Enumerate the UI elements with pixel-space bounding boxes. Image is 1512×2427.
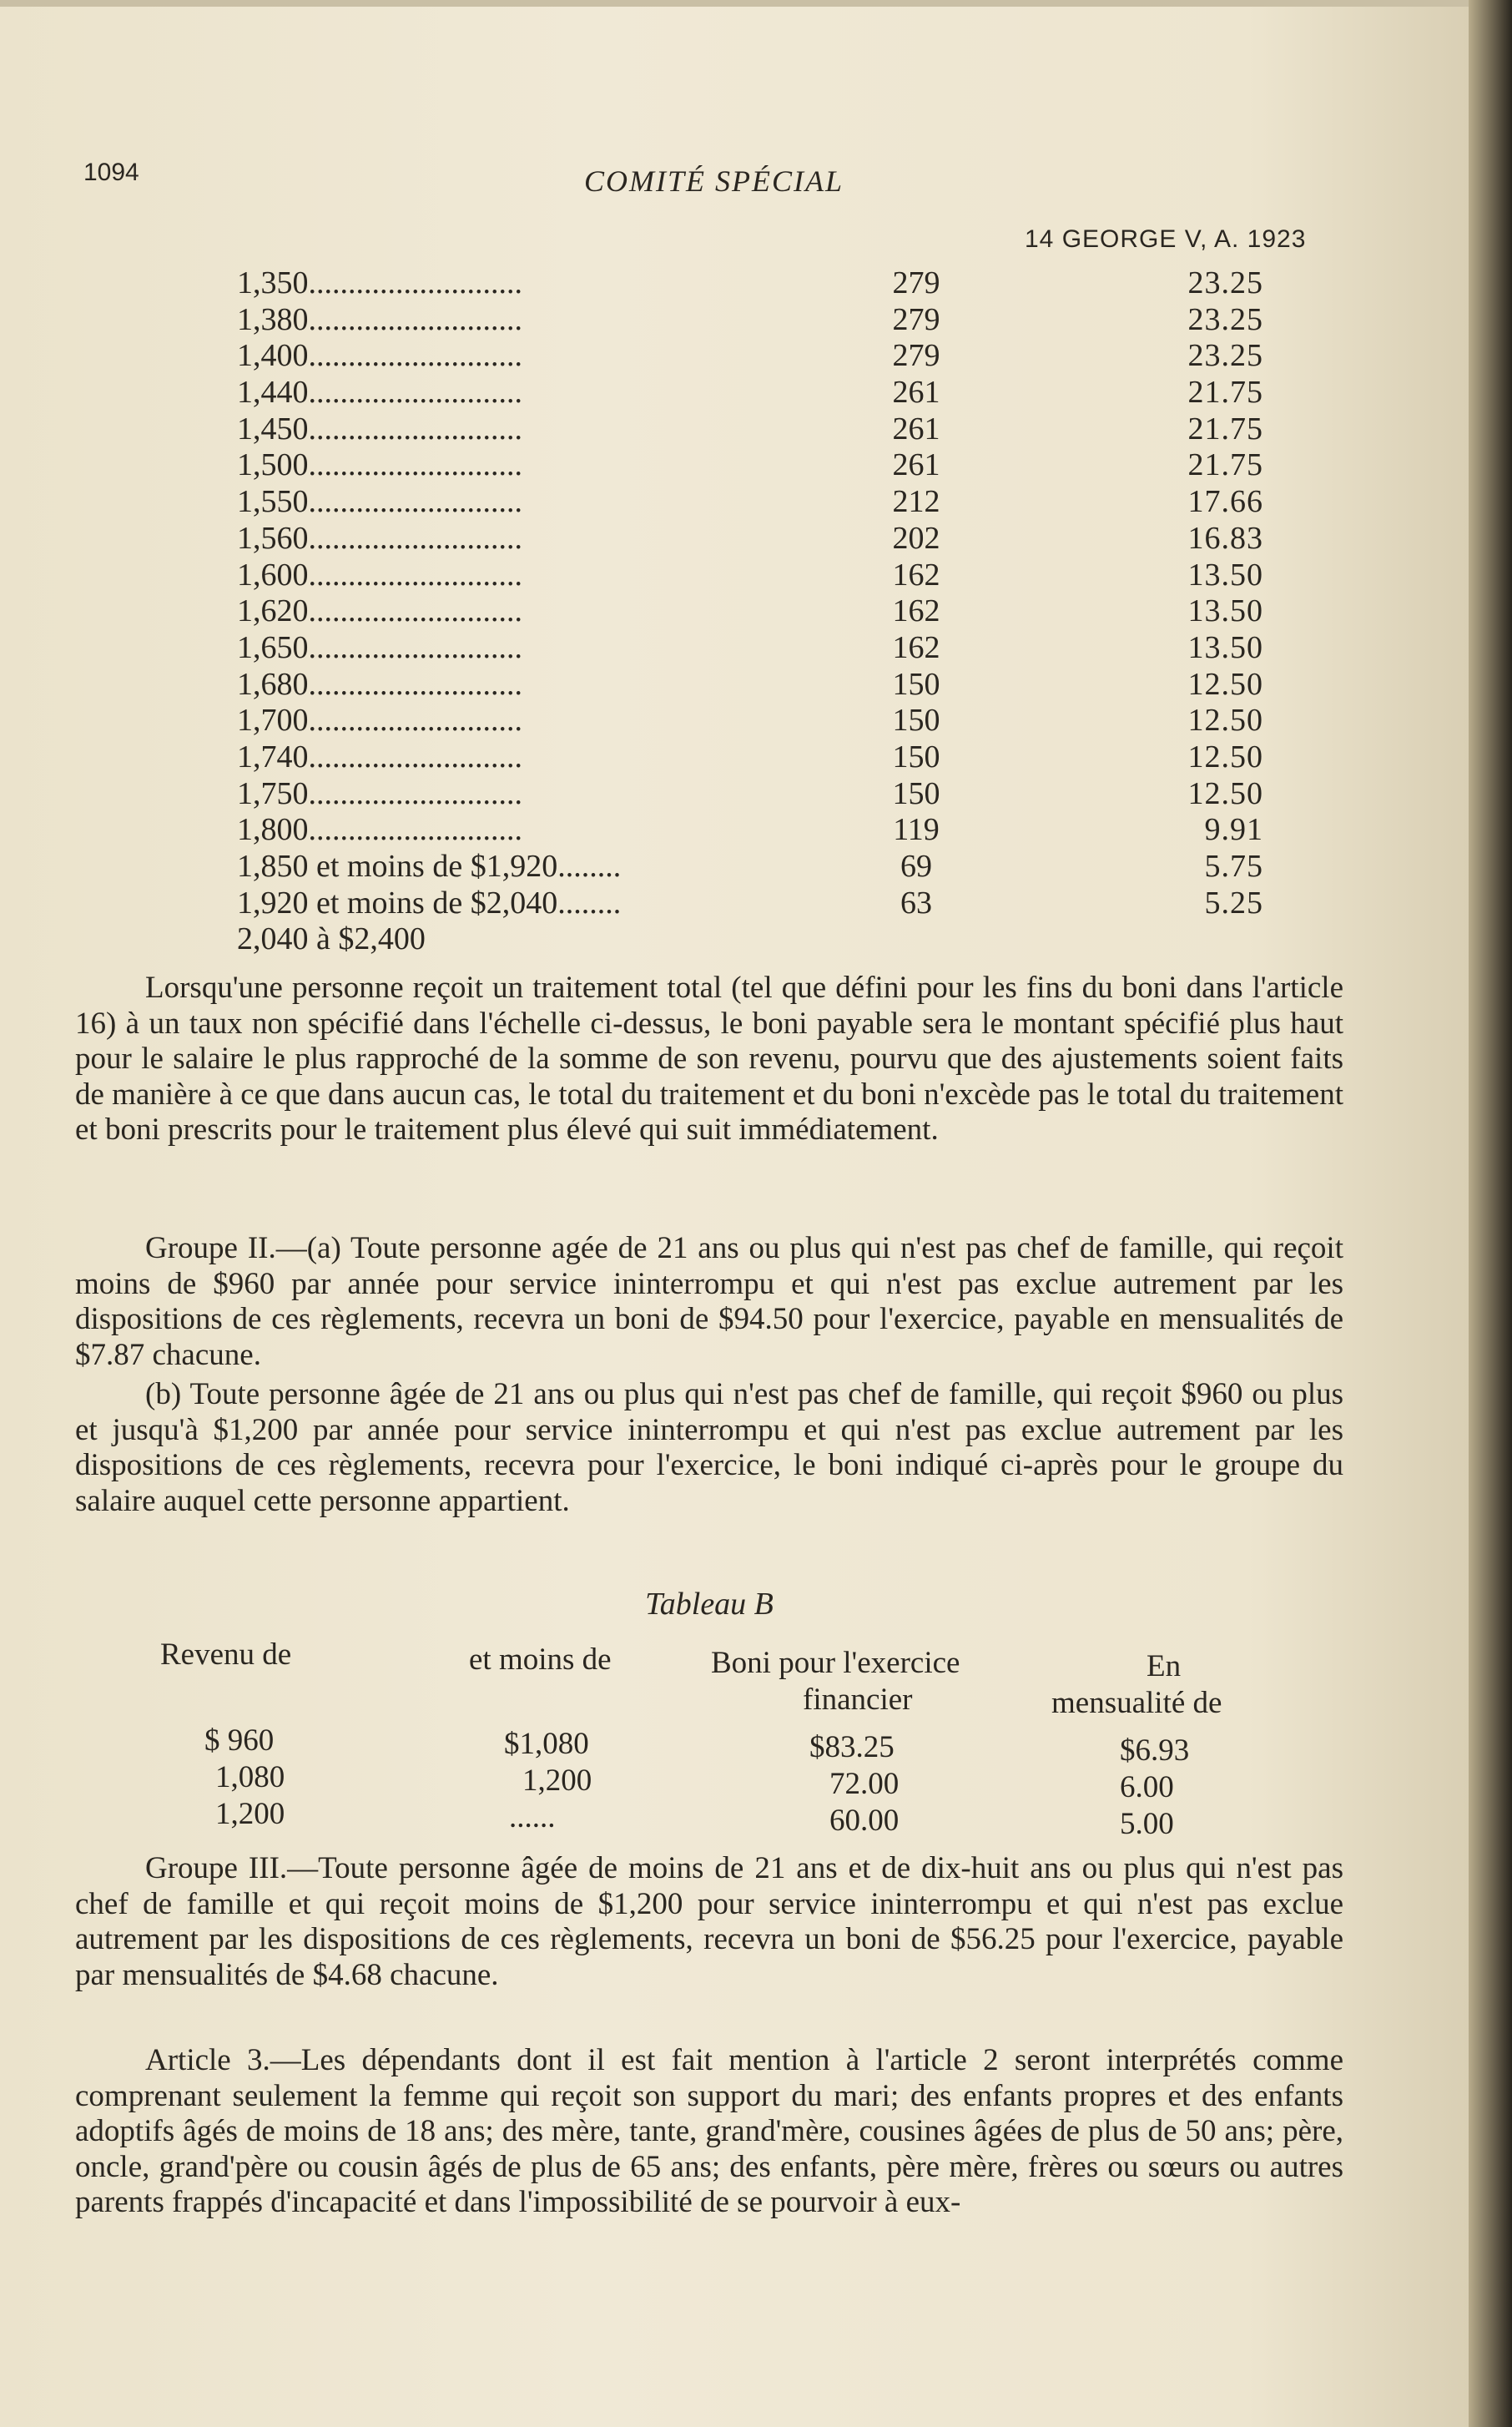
count-cell: 261 (892, 411, 940, 447)
paragraph-groupe-ii-b: (b) Toute personne âgée de 21 ans ou plus qui n'est pas chef de famille, qui reçoit $960 ou plus et jusqu'à $1,200 par année pour service ininterrompu et qui n'est pas exclue autrement par les dispositions de ces règlements, recevra pour l'exercice, le boni indiqué ci-après pour le groupe du salaire auquel cette personne appartient. (75, 1377, 1343, 1518)
amount-cell: 12.50 (1187, 666, 1263, 702)
table-row (237, 558, 1363, 594)
table-row (237, 593, 1363, 630)
amount-cell: 21.75 (1187, 447, 1263, 483)
table-row (237, 338, 1363, 375)
paragraph-article-3: Article 3.—Les dépendants dont il est fait mention à l'article 2 seront interprétés comme comprenant seulement la femme qui reçoit son support du mari; des enfants propres et des enfants adoptifs âgés de moins de 18 ans; des mère, tante, grand'mère, cousines âgées de plus de 50 ans; père, oncle, grand'père ou cousin âgés de plus de 65 ans; des enfants, père mère, frères ou sœurs ou autres parents frappés d'incapacité et dans l'impossibilité de se pourvoir à eux- (75, 2043, 1343, 2219)
amount-cell: 23.25 (1187, 265, 1263, 300)
salary-cell: 1,450........................... (237, 411, 522, 447)
count-cell: 63 (900, 885, 932, 921)
amount-cell: 21.75 (1187, 411, 1263, 447)
table-row (237, 630, 1363, 667)
paragraph-salary-rule: Lorsqu'une personne reçoit un traitement total (tel que défini pour les fins du boni dans l'article 16) à un taux non spécifié dans l'échelle ci-dessus, le boni payable sera le montant spécifié plus haut pour le salaire le plus rapproché de la somme de son revenu, pourvu que des ajustements soient faits de manière à ce que dans aucun cas, le total du traitement et du boni n'excède pas le total du traitement et boni prescrits pour le traitement plus élevé qui suit immédiatement. (75, 971, 1343, 1147)
count-cell: 261 (892, 447, 940, 483)
salary-cell: 1,600........................... (237, 557, 522, 593)
count-cell: 261 (892, 375, 940, 411)
salary-cell: 1,350........................... (237, 265, 522, 300)
salary-cell: 1,440........................... (237, 375, 522, 411)
book-spine (1469, 0, 1512, 2427)
amount-cell: 21.75 (1187, 375, 1263, 411)
table-row (237, 703, 1363, 739)
table-row (237, 375, 1363, 411)
count-cell: 150 (892, 666, 940, 702)
count-cell: 150 (892, 739, 940, 775)
table-row (237, 667, 1363, 704)
to-cell: ...... (509, 1800, 556, 1834)
page-number: 1094 (83, 159, 139, 186)
to-cell: $1,080 (504, 1727, 589, 1761)
table-row (237, 921, 1363, 958)
salary-cell: 1,500........................... (237, 447, 522, 483)
table-row (237, 739, 1363, 776)
amount-cell: 23.25 (1187, 338, 1263, 374)
amount-cell: 12.50 (1187, 775, 1263, 811)
bonus-table-a (237, 265, 1363, 958)
table-row (237, 411, 1363, 448)
amount-cell: 5.25 (1204, 885, 1263, 921)
table-row (237, 484, 1363, 521)
amount-cell: 13.50 (1187, 593, 1263, 629)
bonus-cell: $83.25 (809, 1730, 895, 1764)
salary-cell: 1,650........................... (237, 629, 522, 665)
to-cell: 1,200 (522, 1763, 592, 1798)
amount-cell: 12.50 (1187, 703, 1263, 739)
table-b-title: Tableau B (645, 1587, 774, 1622)
count-cell: 69 (900, 849, 932, 884)
header-moins-de: et moins de (469, 1642, 612, 1677)
salary-cell: 1,620........................... (237, 593, 522, 629)
header-boni: Boni pour l'exercice (711, 1646, 960, 1680)
count-cell: 279 (892, 301, 940, 337)
salary-cell: 1,680........................... (237, 666, 522, 702)
monthly-cell: 5.00 (1120, 1807, 1174, 1841)
table-row (237, 302, 1363, 339)
header-mensualite: mensualité de (1051, 1686, 1222, 1720)
bonus-cell: 60.00 (829, 1804, 900, 1838)
amount-cell: 13.50 (1187, 557, 1263, 593)
session-label: 14 GEORGE V, A. 1923 (1025, 225, 1307, 253)
header-revenu: Revenu de (160, 1637, 292, 1672)
table-row (237, 812, 1363, 849)
table-row (237, 521, 1363, 558)
table-row (237, 849, 1363, 886)
salary-cell: 1,740........................... (237, 739, 522, 775)
amount-cell: 16.83 (1187, 520, 1263, 556)
table-row (237, 886, 1363, 922)
count-cell: 202 (892, 520, 940, 556)
header-en: En (1147, 1649, 1182, 1683)
table-row (237, 265, 1363, 302)
count-cell: 212 (892, 484, 940, 520)
salary-cell: 1,850 et moins de $1,920........ (237, 849, 622, 884)
count-cell: 150 (892, 775, 940, 811)
salary-cell: 1,380........................... (237, 301, 522, 337)
running-title: COMITÉ SPÉCIAL (584, 164, 844, 198)
top-edge (0, 0, 1469, 7)
count-cell: 150 (892, 703, 940, 739)
paragraph-groupe-ii-a: Groupe II.—(a) Toute personne agée de 21 ans ou plus qui n'est pas chef de famille, qui reçoit moins de $960 par année pour service ininterrompu et qui n'est pas exclue autrement par les dispositions de ces règlements, recevra un boni de $94.50 pour l'exercice, payable en mensualités de $7.87 chacune. (75, 1231, 1343, 1372)
salary-cell: 1,400........................... (237, 338, 522, 374)
salary-cell: 2,040 à $2,400 (237, 921, 426, 957)
amount-cell: 12.50 (1187, 739, 1263, 775)
count-cell: 162 (892, 557, 940, 593)
amount-cell: 13.50 (1187, 629, 1263, 665)
bonus-cell: 72.00 (829, 1767, 900, 1801)
header-financier: financier (803, 1683, 913, 1717)
table-row (237, 447, 1363, 484)
amount-cell: 23.25 (1187, 301, 1263, 337)
salary-cell: 1,800........................... (237, 812, 522, 848)
salary-cell: 1,700........................... (237, 703, 522, 739)
count-cell: 162 (892, 593, 940, 629)
amount-cell: 5.75 (1204, 849, 1263, 884)
paragraph-groupe-iii: Groupe III.—Toute personne âgée de moins de 21 ans et de dix-huit ans ou plus qui n'est pas chef de famille et qui reçoit moins de $1,200 pour service ininterrompu et qui n'est pas exclue autrement par les dispositions de ces règlements, recevra un boni de $56.25 pour l'exercice, payable par mensualités de $4.68 chacune. (75, 1851, 1343, 1992)
salary-cell: 1,550........................... (237, 484, 522, 520)
monthly-cell: 6.00 (1120, 1770, 1174, 1804)
from-cell: $ 960 (204, 1723, 275, 1758)
count-cell: 279 (892, 265, 940, 300)
from-cell: 1,200 (215, 1797, 285, 1831)
amount-cell: 9.91 (1204, 812, 1263, 848)
count-cell: 162 (892, 629, 940, 665)
count-cell: 119 (893, 812, 940, 848)
salary-cell: 1,560........................... (237, 520, 522, 556)
monthly-cell: $6.93 (1120, 1733, 1190, 1768)
from-cell: 1,080 (215, 1760, 285, 1794)
table-row (237, 776, 1363, 813)
amount-cell: 17.66 (1187, 484, 1263, 520)
salary-cell: 1,750........................... (237, 775, 522, 811)
count-cell: 279 (892, 338, 940, 374)
salary-cell: 1,920 et moins de $2,040........ (237, 885, 622, 921)
